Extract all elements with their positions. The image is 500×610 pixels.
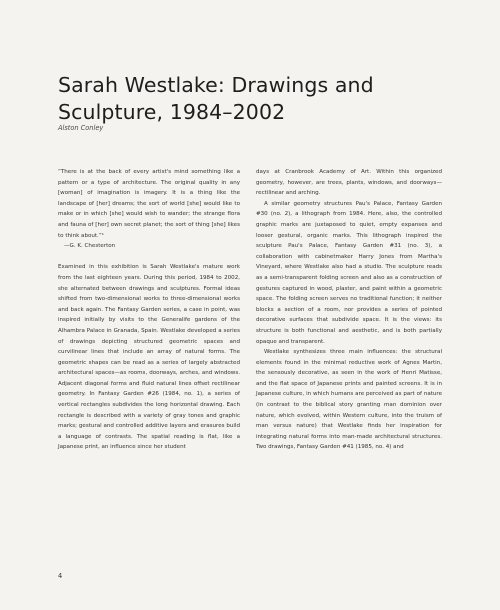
right-column [256, 167, 442, 453]
epigraph-quote: “There is at the back of every artist's mind something like a pattern or a type of architecture. The original quality in any [woman] of imagination is imagery. It is a thing like the landscape of [her] dreams; the sort of world [she] would like to make or in which [she] would wish to wander; the strange flora and fauna of [her] own secret planet; the sort of thing [she] likes to think about.”¹ [58, 169, 240, 239]
left-column [58, 167, 240, 453]
body-paragraph: A similar geometry structures Pau's Palace, Fantasy Garden #30 (no. 2), a lithograph from 1984. Here, also, the controlled graphic marks are juxtaposed to quiet, empty expanses and looser gestural, organic marks. This lithograph inspired the sculpture Pau's Palace, Fantasy Garden #31 (no. 3), a collaboration with cabinetmaker Harry Jones from Martha's Vineyard, where Westlake also had a studio. The sculpture reads as a semi-transparent folding screen and also as a construction of gestures captured in wood, plaster, and paint within a geometric space. The folding screen serves no traditional function; it neither blocks a section of a room, nor provides a series of pointed decorative surfaces that subdivide space. It is the views: its structure is both functional and aesthetic, and is both partially opaque and transparent. [256, 200, 442, 345]
author-byline: Alston Conley [58, 124, 104, 132]
body-paragraph: Westlake synthesizes three main influences: the structural elements found in the minimal reductive work of Agnes Martin, the sensously decorative, as seen in the work of Henri Matisse, and the flat space of Japanese prints and painted screens. It is in Japanese culture, in which humans are perceived as part of nature (in contrast to the biblical story granting man dominion over nature, which evolved, within Western culture, into the truism of man versus nature) that Westlake finds her inspiration for integrating natural forms into man-made architectural structures. Two drawings, Fantasy Garden #41 (1985, no. 4) and [256, 349, 442, 451]
page-title: Sarah Westlake: Drawings and Sculpture, 1984–2002 [58, 72, 374, 124]
page-number: 4 [58, 572, 63, 580]
epigraph-attribution: —G. K. Chesterton [64, 243, 116, 250]
body-paragraph: days at Cranbrook Academy of Art. Within this organized geometry, however, are trees, plants, windows, and doorways—rectilinear and arching. [256, 169, 442, 197]
body-paragraph: Examined in this exhibition is Sarah Westlake's mature work from the last eighteen years. During this period, 1984 to 2002, she alternated between drawings and sculptures. Formal ideas shifted from two-dimensional works to three-dimensional works and back again. The Fantasy Garden series, a case in point, was inspired initially by visits to the Generalife gardens of the Alhambra Palace in Granada, Spain. Westlake developed a series of drawings depicting structured geometric spaces and curvilinear lines that include an array of natural forms. The geometric shapes can be read as a series of largely abstracted architectural spaces—as rooms, doorways, arches, and windows. Adjacent diagonal forms and fluid natural lines offset rectilinear geometry. In Fantasy Garden #26 (1984, no. 1), a series of vertical rectangles subdivides the long horizontal drawing. Each rectangle is described with a variety of gray tones and graphic marks; gestural and controlled additive layers and erasures build a language of contrasts. The spatial reading is flat, like a Japanese print, an influence since her student [58, 264, 240, 451]
